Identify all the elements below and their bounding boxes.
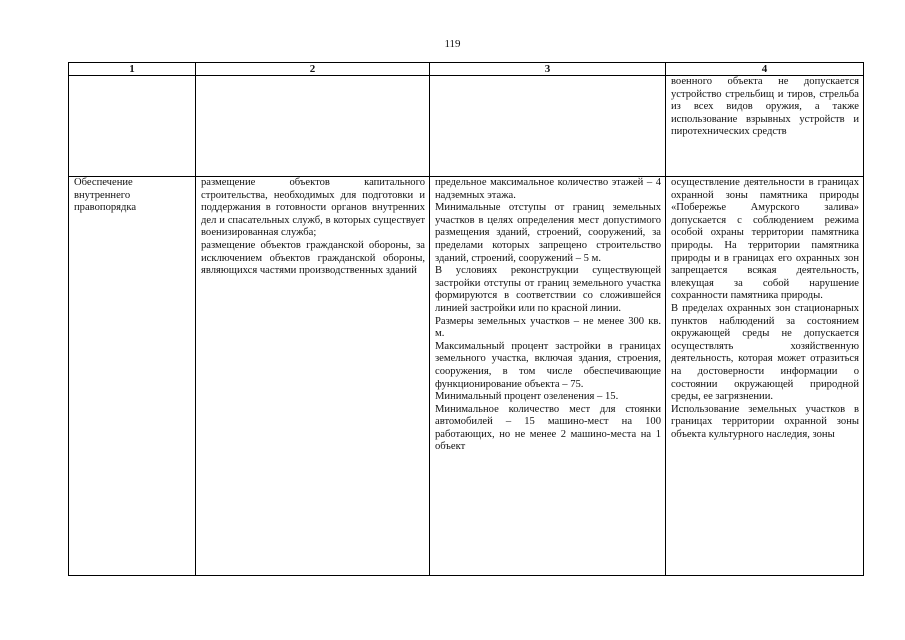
permitted-use-text: размещение объектов гражданской обороны, за исключением объектов гражданской обороны, являющихся частями производственных зданий [201,239,425,277]
table-cell [69,177,196,576]
parameter-text: Максимальный процент застройки в границах земельного участка, включая здания, строения, сооружения, в том числе обеспечивающие функционирование объекта – 75. [435,340,661,390]
parameter-text: Размеры земельных участков – не менее 300 кв. м. [435,315,661,340]
land-use-type: Обеспечение внутреннего правопорядка [74,177,137,214]
restriction-text: осуществление деятельности в границах охранной зоны памятника природы «Побережье Амурского залива» допускается с соблюдением режима особой охраны территории памятника природы. На территории памятника природы и в границах его охранных зон запрещается всякая деятельность, влекущая за собой нарушение сохранности памятника природы. [671,177,859,302]
page-number: 119 [444,38,461,50]
table-cell [69,76,196,177]
column-header-1: 1 [69,63,196,76]
table-cell [430,76,666,177]
table-cell [430,177,666,576]
restriction-text: военного объекта не допускается устройство стрельбищ и тиров, стрельба из всех видов оружия, а также использование взрывных устройств и пиротехнических средств [671,76,859,138]
restriction-text: Использование земельных участков в границах территории охранной зоны объекта культурного наследия, зоны [671,403,859,440]
table-row [69,177,864,576]
table-row [69,76,864,177]
column-header-4: 4 [666,63,864,76]
column-header-3: 3 [430,63,666,76]
table-cell [196,76,430,177]
parameter-text: Минимальный процент озеленения – 15. [435,391,619,403]
column-header-2: 2 [196,63,430,76]
table-cell [666,177,864,576]
zoning-table [68,62,864,576]
parameter-text: В условиях реконструкции существующей застройки отступы от границ земельного участка формируются в соответствии со сложившейся линией застройки или по красной линии. [435,265,661,314]
parameter-text: предельное максимальное количество этажей – 4 надземных этажа. [435,177,661,201]
restriction-text: В пределах охранных зон стационарных пунктов наблюдений за состоянием окружающей среды не допускается осуществлять хозяйственную деятельность, которая может отразиться на достоверности информации о состоянии окружающей природной среды, ее загрязнении. [671,302,859,403]
parameter-text: Минимальные отступы от границ земельных участков в целях определения мест допустимого размещения зданий, строений, сооружений, за пределами которых запрещено строительство зданий, строений, сооружений – 5 м. [435,202,661,264]
table-header-row [69,63,864,76]
permitted-use-text: размещение объектов капитального строительства, необходимых для подготовки и поддержания в готовности органов внутренних дел и спасательных служб, в которых существует военизированная служба; [201,177,425,239]
parameter-text: Минимальное количество мест для стоянки автомобилей – 15 машино-мест на 100 работающих, но не менее 2 машино-места на 1 объект [435,403,661,453]
table-cell [666,76,864,177]
table-cell [196,177,430,576]
